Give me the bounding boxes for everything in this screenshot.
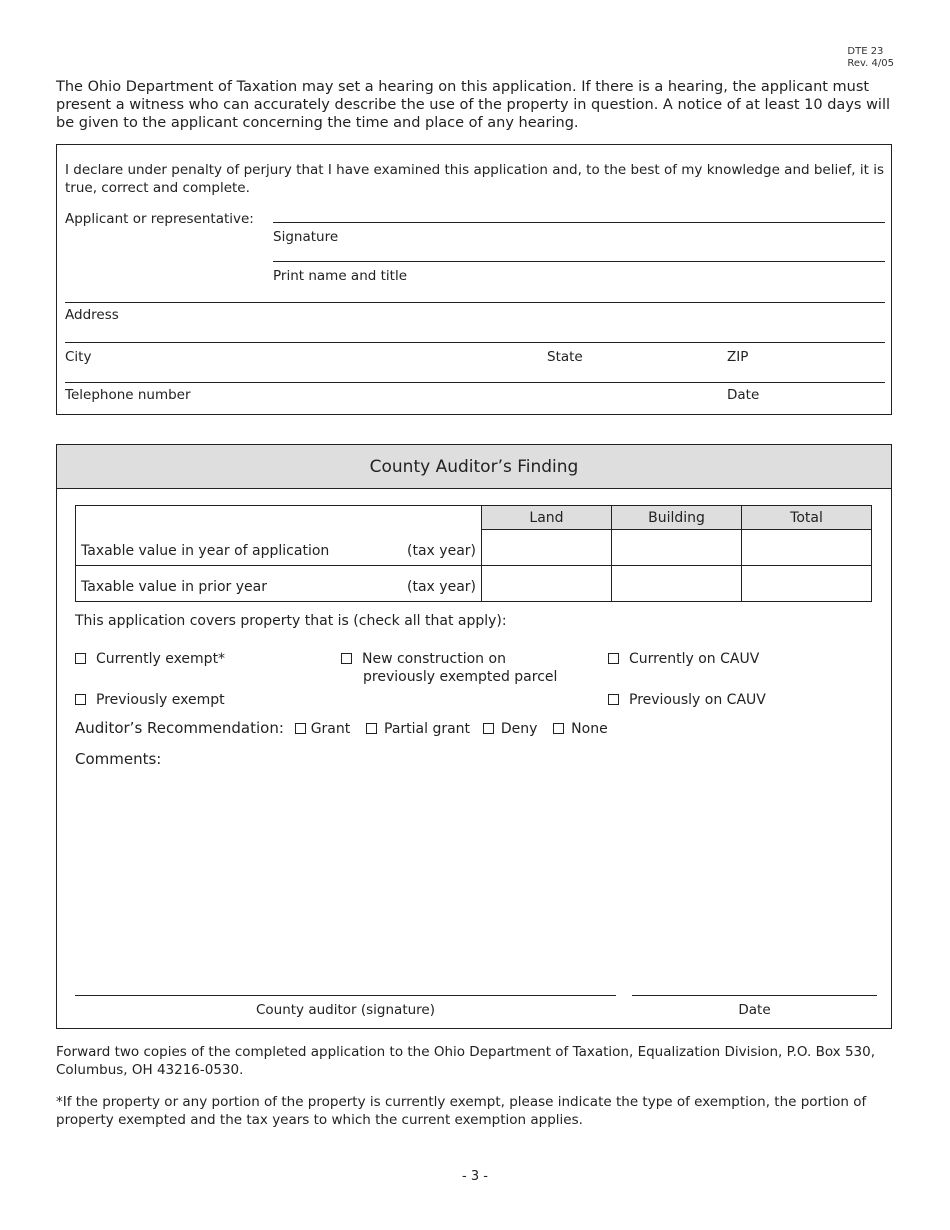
total-value-prior[interactable] bbox=[742, 565, 872, 601]
option-label: Previously on CAUV bbox=[629, 692, 766, 708]
checkbox-icon[interactable] bbox=[553, 723, 564, 734]
rec-partial-grant[interactable] bbox=[366, 719, 470, 737]
option-currently-exempt[interactable] bbox=[75, 650, 225, 668]
exemption-note: *If the property or any portion of the property is currently exempt, please indicate the type of exemption, the portion of property exempted and the tax years to which the current exemption applies. bbox=[56, 1094, 867, 1128]
forward-instructions: Forward two copies of the completed application to the Ohio Department of Taxation, Equalization Division, P.O. Box 530, Columbus, OH 43216-0530. bbox=[56, 1044, 876, 1078]
auditor-date-label: Date bbox=[738, 1002, 771, 1018]
rec-none[interactable] bbox=[553, 719, 608, 737]
intro-paragraph: The Ohio Department of Taxation may set a hearing on this application. If there is a hearing, the applicant must present a witness who can accurately describe the use of the property in question. A notice of at least 10 days will be given to the applicant concerning the time and place of any hearing. bbox=[56, 79, 891, 131]
address-line-top bbox=[65, 302, 885, 303]
option-label: Grant bbox=[310, 721, 351, 737]
recommendation-label: Auditor’s Recommendation: bbox=[75, 719, 284, 737]
building-value-prior[interactable] bbox=[612, 565, 742, 601]
column-header-land: Land bbox=[482, 506, 612, 530]
date-label: Date bbox=[727, 387, 760, 403]
row-label-cell bbox=[76, 565, 482, 601]
option-previously-cauv[interactable] bbox=[608, 691, 766, 709]
auditor-date-line[interactable] bbox=[632, 995, 877, 996]
rec-grant[interactable] bbox=[295, 719, 351, 737]
row-label: Taxable value in prior year bbox=[81, 578, 267, 595]
checkbox-icon[interactable] bbox=[295, 723, 306, 734]
applicant-label: Applicant or representative: bbox=[65, 211, 254, 227]
form-code: DTE 23 bbox=[847, 46, 884, 57]
row-tax-year: (tax year) bbox=[407, 578, 476, 595]
option-label: Currently exempt* bbox=[96, 651, 226, 667]
comments-label: Comments: bbox=[75, 750, 162, 768]
table-corner bbox=[76, 506, 482, 530]
address-label: Address bbox=[65, 307, 119, 323]
option-label: None bbox=[571, 721, 608, 737]
row-label-cell bbox=[76, 530, 482, 566]
taxable-value-table bbox=[75, 505, 872, 602]
building-value-current[interactable] bbox=[612, 530, 742, 566]
checkbox-icon[interactable] bbox=[608, 653, 619, 664]
comments-area[interactable] bbox=[75, 772, 875, 982]
total-value-current[interactable] bbox=[742, 530, 872, 566]
form-id bbox=[847, 46, 894, 70]
column-header-total: Total bbox=[742, 506, 872, 530]
option-label: Currently on CAUV bbox=[629, 651, 760, 667]
zip-label: ZIP bbox=[727, 349, 749, 365]
land-value-prior[interactable] bbox=[482, 565, 612, 601]
row-tax-year: (tax year) bbox=[407, 542, 476, 559]
checkbox-icon[interactable] bbox=[75, 653, 86, 664]
option-label: Deny bbox=[500, 721, 538, 737]
checkbox-icon[interactable] bbox=[341, 653, 352, 664]
checkbox-icon[interactable] bbox=[75, 694, 86, 705]
checkbox-icon[interactable] bbox=[366, 723, 377, 734]
signature-label: Signature bbox=[273, 229, 339, 245]
checkbox-icon[interactable] bbox=[608, 694, 619, 705]
table-row bbox=[76, 530, 872, 566]
covers-instruction: This application covers property that is (check all that apply): bbox=[75, 613, 507, 629]
print-name-line[interactable] bbox=[273, 261, 885, 262]
option-new-construction[interactable] bbox=[341, 650, 557, 686]
row-label: Taxable value in year of application bbox=[81, 542, 330, 559]
option-label: Partial grant bbox=[384, 721, 471, 737]
auditor-finding-title: County Auditor’s Finding bbox=[57, 445, 891, 489]
telephone-label: Telephone number bbox=[65, 387, 191, 403]
form-revision: Rev. 4/05 bbox=[847, 58, 894, 69]
declaration-text: I declare under penalty of perjury that I have examined this application and, to the best of my knowledge and belief, it is true, correct and complete. bbox=[65, 162, 884, 196]
signature-line[interactable] bbox=[273, 222, 885, 223]
option-label: New construction on bbox=[362, 651, 506, 667]
checkbox-icon[interactable] bbox=[483, 723, 494, 734]
column-header-building: Building bbox=[612, 506, 742, 530]
city-line-top[interactable] bbox=[65, 342, 885, 343]
city-label: City bbox=[65, 349, 92, 365]
telephone-line-top[interactable] bbox=[65, 382, 885, 383]
option-label: Previously exempt bbox=[96, 692, 225, 708]
option-previously-exempt[interactable] bbox=[75, 691, 225, 709]
land-value-current[interactable] bbox=[482, 530, 612, 566]
option-label-continued: previously exempted parcel bbox=[363, 669, 558, 685]
auditor-signature-label: County auditor (signature) bbox=[255, 1002, 436, 1018]
page-number: - 3 - bbox=[462, 1169, 488, 1184]
option-currently-cauv[interactable] bbox=[608, 650, 759, 668]
print-name-label: Print name and title bbox=[273, 268, 408, 284]
recommendation-row bbox=[75, 719, 608, 738]
table-row bbox=[76, 565, 872, 601]
state-label: State bbox=[547, 349, 583, 365]
auditor-signature-line[interactable] bbox=[75, 995, 616, 996]
rec-deny[interactable] bbox=[483, 719, 538, 737]
